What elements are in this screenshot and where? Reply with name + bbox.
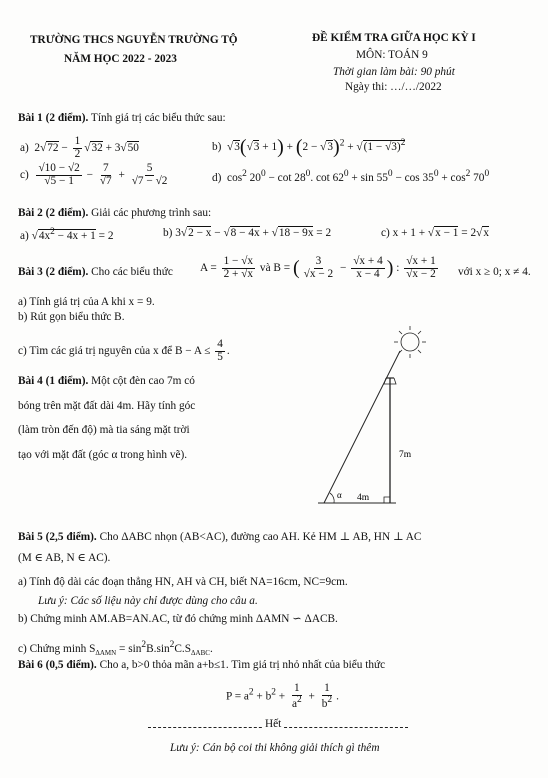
exam-date: Ngày thi: …/…/2022 (345, 81, 442, 93)
p2-eq-c: c) x + 1 + √x − 1 = 2√x (381, 227, 489, 239)
p3-condition: với x ≥ 0; x ≠ 4. (458, 266, 531, 278)
exam-title: ĐỀ KIỂM TRA GIỮA HỌC KỲ I (312, 32, 476, 44)
problem-2-heading: Bài 2 (2 điểm). Giải các phương trình sau: (18, 207, 212, 219)
p3-question-a: a) Tính giá trị của A khi x = 9. (18, 296, 155, 308)
p5-question-a: a) Tính độ dài các đoạn thẳng HN, AH và CH, biết NA=16cm, NC=9cm. (18, 576, 348, 588)
right-angle-mark (384, 497, 390, 503)
problem-4-text: Bài 4 (1 điểm). Một cột đèn cao 7m có bóng trên mặt đất dài 4m. Hãy tính góc (làm tròn đến độ) mà tia sáng mặt trời tạo với mặt đất (góc α trong hình vẽ). (18, 375, 196, 461)
problem-1-heading: Bài 1 (2 điểm). Tính giá trị các biểu thức sau: (18, 112, 226, 124)
height-label: 7m (399, 450, 412, 460)
exam-subject: MÔN: TOÁN 9 (356, 49, 428, 61)
p1-expr-c: c) $\frac{√10 - √2}{√5 - 1}$ − $\frac{7}{√7}$ + $\frac{5}{√7 - √2}$ (20, 162, 168, 187)
p5-question-c: c) Chứng minh $S_{\Delta AMN} = \sin^2B.\sin^2C.S_{\Delta ABC}$. (18, 640, 213, 658)
p5-condition: (M ∈ AB, N ∈ AC). (18, 552, 111, 564)
angle-arc (330, 493, 334, 503)
problem-6-heading: Bài 6 (0,5 điểm). Cho a, b>0 thỏa mãn a+b≤1. Tìm giá trị nhỏ nhất của biểu thức (18, 659, 386, 671)
p5-note: Lưu ý: Các số liệu này chỉ được dùng cho câu a. (38, 595, 258, 607)
problem-3-heading: Bài 3 (2 điểm). Cho các biểu thức (18, 266, 173, 278)
p5-question-b: b) Chứng minh AM.AB=AN.AC, từ đó chứng minh ΔAMN ∽ ΔACB. (18, 613, 338, 625)
exam-duration: Thời gian làm bài: 90 phút (333, 66, 455, 78)
angle-label: α (337, 490, 342, 500)
p2-eq-a: a) $√4x^2 - 4x + 1 = 2$ (20, 227, 114, 242)
footer-note: Lưu ý: Cán bộ coi thi không giải thích gì thêm (170, 742, 380, 754)
shadow-label: 4m (357, 493, 370, 503)
sun-ray-line (324, 351, 400, 503)
p3-question-c: c) Tìm các giá trị nguyên của x để B − A ≤ $\frac{4}{5}$ . (18, 338, 230, 363)
p1-expr-b: b) $√3(√3 + 1) + (2 - √3)^2 + √(1 - √3)^2$ (212, 136, 406, 158)
p1-expr-a: a) 2√72 − $\frac{1}{2}$ √32 + 3√50 (20, 135, 139, 160)
school-year: NĂM HỌC 2022 - 2023 (64, 53, 177, 65)
problem-5-heading: Bài 5 (2,5 điểm). Cho ΔABC nhọn (AB<AC), đường cao AH. Kẻ HM ⊥ AB, HN ⊥ AC (18, 531, 422, 543)
lamp-post-figure (300, 320, 440, 515)
p2-eq-b: b) 3√2 − x − √8 − 4x + √18 − 9x = 2 (163, 227, 332, 239)
p3-expressions: A = $\frac{1 - √x}{2 + √x}$ và B = ( $\frac{3}{√x - 2}$ − $\frac{√x + 4}{x - 4}$ ) : $\frac{√x + 1}{√x - 2}$ (200, 255, 436, 280)
p3-question-b: b) Rút gọn biểu thức B. (18, 311, 125, 323)
school-name: TRƯỜNG THCS NGUYỄN TRƯỜNG TỘ (30, 34, 238, 46)
p6-expression: $P = a^2 + b^2$ + $\frac{1}{a^2}$ + $\frac{1}{b^2}$ . (226, 682, 339, 710)
end-mark: Hết (262, 718, 284, 730)
p1-expr-d: d) $\cos^2 20^0 - \cot 28^0$. $\cot 62^0 + \sin 55^0 - \cos 35^0 + \cos^2 70^0$ (212, 169, 490, 184)
